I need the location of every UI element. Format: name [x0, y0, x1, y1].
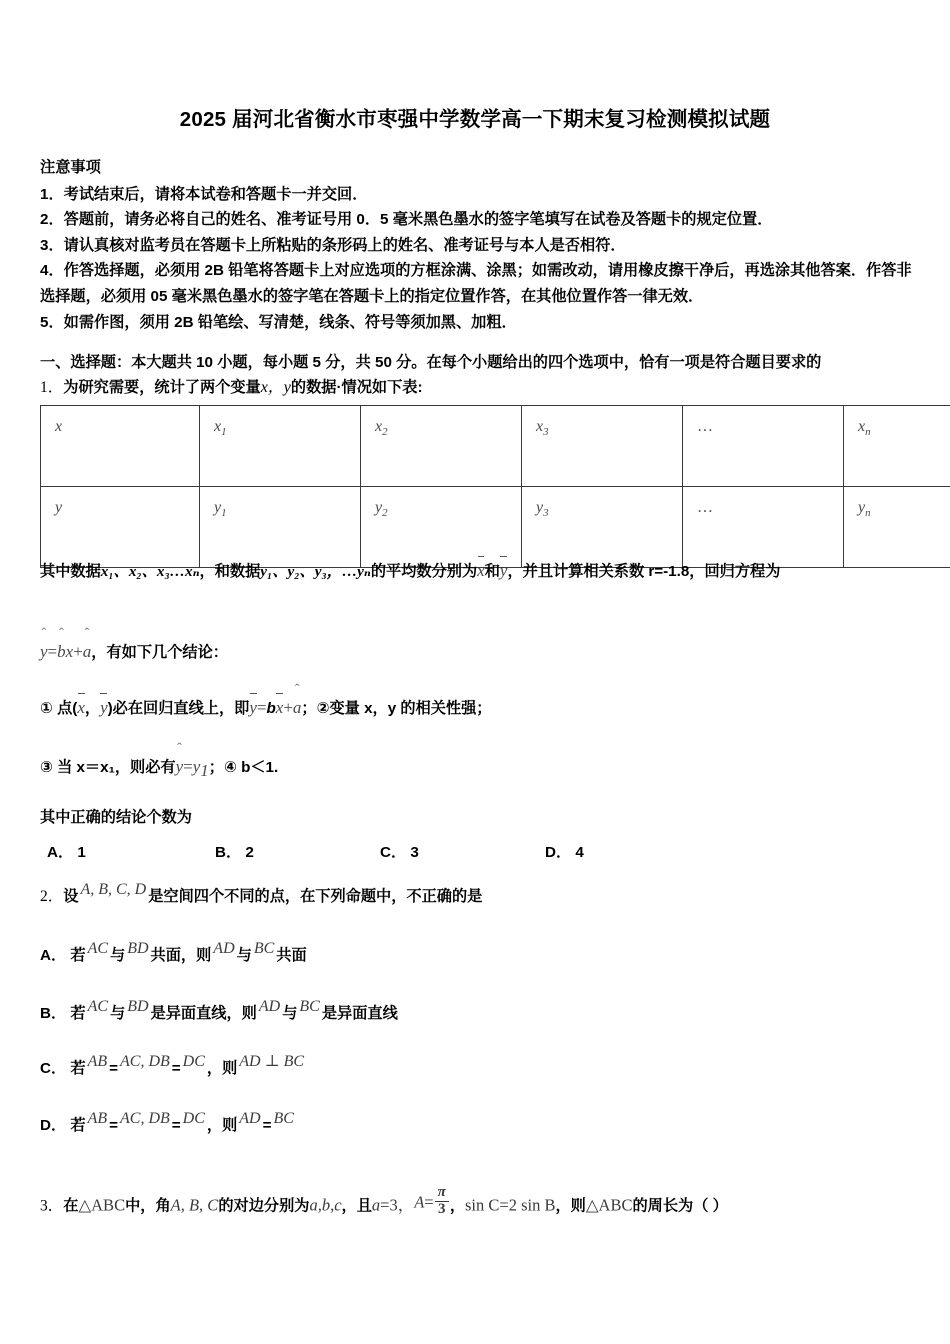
- q3-triangle-abc: △ABC: [78, 1195, 126, 1215]
- conclusion1-eq-x: x: [276, 695, 284, 720]
- question-1-conclusion-12: [40, 695, 930, 721]
- question-1-ask: 其中正确的结论个数为: [40, 809, 192, 826]
- conclusion1-mid: )必在回归直线上，即: [107, 700, 250, 717]
- question-1-stem-post: 的数据·情况如下表:: [290, 379, 423, 396]
- question-2-stem-pre: 设: [63, 888, 79, 905]
- option-b[interactable]: B． 2: [215, 844, 254, 861]
- q3-t10: ，: [449, 1197, 465, 1215]
- q3-a-var: a: [371, 1195, 381, 1215]
- regression-x: x: [65, 642, 74, 661]
- conclusion1-eq-b: b: [266, 700, 276, 717]
- table-cell-x3: $x_3$: [522, 406, 683, 487]
- conclusion3-y1: y: [192, 757, 201, 776]
- question-2-number: 2．: [40, 888, 64, 905]
- question-1-stem-pre: 为研究需要，统计了两个变量: [63, 379, 261, 396]
- table-cell-row-label-x: x: [41, 406, 200, 487]
- q3-frac-num: π: [437, 1184, 446, 1200]
- regression-y: ˆ y: [40, 640, 48, 664]
- q3-t3: 中，角: [125, 1197, 171, 1215]
- regression-plus: +: [73, 642, 83, 661]
- question-2-points: A, B, C, D: [80, 881, 147, 898]
- regression-trailing: ，有如下几个结论：: [91, 644, 228, 661]
- means-text-d: ，并且计算相关系数 r=-1.8，回归方程为: [507, 563, 781, 580]
- q3-t15: 的周长为（ ）: [632, 1197, 728, 1215]
- section-heading-choice: 一、选择题：本大题共 10 小题，每小题 5 分，共 50 分。在每个小题给出的四个选项中，恰有一项是符合题目要求的: [40, 354, 822, 371]
- q3-sides: a,b,c: [309, 1195, 342, 1215]
- question-1-number: 1．: [40, 379, 64, 396]
- notice-heading: 注意事项: [40, 159, 101, 176]
- q3-sinc-rhs: =2 sin B: [499, 1195, 556, 1215]
- table-cell-row-label-y: y: [41, 487, 200, 568]
- conclusion3-eq: =: [183, 757, 193, 776]
- question-1-conclusion-34: [40, 755, 930, 783]
- table-row: [41, 406, 950, 487]
- conclusion1-pre: ① 点(: [40, 700, 78, 717]
- q3-t13: ，则: [555, 1197, 586, 1215]
- question-2-option-d[interactable]: D． 若 AB = AC, DB = DC ，则 AD = BC: [40, 1110, 294, 1134]
- notice-item-5: 5．如需作图，须用 2B 铅笔绘、写清楚，线条、符号等须加黑、加粗．: [40, 313, 517, 331]
- table-cell-xn: $x_n$: [844, 406, 950, 487]
- means-data-x: x₁、x₂、x₃…xₙ: [100, 563, 200, 580]
- conclusion1-eq-y: y: [249, 695, 257, 720]
- q3-t5: 的对边分别为: [218, 1197, 310, 1215]
- q3-fraction: [435, 1185, 449, 1218]
- conclusion3-pre: ③ 当 x＝x₁，则必有: [40, 759, 176, 776]
- question-1-stem: [40, 376, 925, 400]
- conclusion1-eq-a: ˆ a: [293, 696, 302, 720]
- regression-equals: =: [47, 642, 58, 661]
- option-a[interactable]: A． 1: [47, 844, 86, 861]
- question-3-number: 3．: [40, 1197, 64, 1215]
- means-text-c: 的平均数分别为: [370, 563, 478, 580]
- mean-x-symbol: x: [477, 558, 485, 583]
- mean-y-symbol: y: [500, 558, 508, 583]
- notice-item-2: 2．答题前，请务必将自己的姓名、准考证号用 0．5 毫米黑色墨水的签字笔填写在试卷及答题卡的规定位置．: [40, 211, 773, 229]
- data-table: [40, 405, 950, 568]
- conclusion1-comma: ，: [84, 700, 101, 717]
- means-text-a: 其中数据: [40, 563, 101, 580]
- question-1-stem-vars: x，y: [260, 379, 291, 396]
- means-data-y: y₁、y₂、y₃，…yₙ: [260, 563, 371, 580]
- conclusion3-y: ˆ y: [176, 755, 184, 779]
- means-and: 和: [484, 563, 500, 580]
- q3-frac-eq: =: [424, 1192, 434, 1212]
- table-row: [41, 487, 950, 568]
- table-cell-x-ellipsis: …: [683, 406, 844, 487]
- q3-frac-den: 3: [435, 1201, 449, 1218]
- conclusion1-eq-sign: =: [256, 698, 267, 717]
- conclusion1-eq-plus: +: [283, 698, 293, 717]
- table-cell-y3: $y_3$: [522, 487, 683, 568]
- question-2-option-b[interactable]: B． 若 AC 与 BD 是异面直线，则 AD 与 BC 是异面直线: [40, 998, 398, 1022]
- question-2-option-a[interactable]: A． 若 AC 与 BD 共面，则 AD 与 BC 共面: [40, 940, 307, 964]
- conclusion4-text: ④ b＜1.: [223, 759, 279, 776]
- q3-sinc: sin C: [465, 1195, 500, 1215]
- question-1-means-line: [40, 558, 930, 584]
- regression-b: ˆ b: [57, 640, 66, 664]
- q3-a-value: =3，: [380, 1195, 415, 1215]
- regression-a: ˆ a: [83, 640, 92, 664]
- q3-t1: 在: [63, 1197, 79, 1215]
- question-2-stem: [40, 881, 930, 906]
- table-cell-y1: $y_1$: [200, 487, 361, 568]
- notice-item-3: 3．请认真核对监考员在答题卡上所粘贴的条形码上的姓名、准考证号与本人是否相符．: [40, 236, 626, 254]
- q3-t7: ，且: [341, 1197, 372, 1215]
- question-2-option-c[interactable]: C． 若 AB = AC, DB = DC ，则 AD ⊥ BC: [40, 1053, 305, 1077]
- question-1-regression-line: [40, 640, 930, 665]
- q3-frac-a: A: [414, 1192, 425, 1212]
- question-3-stem: [40, 1184, 935, 1223]
- table-cell-x1: $x_1$: [200, 406, 361, 487]
- means-text-b: ，和数据: [199, 563, 261, 580]
- notice-block: [40, 155, 920, 335]
- notice-item-4: 4．作答选择题，必须用 2B 铅笔将答题卡上对应选项的方框涂满、涂黑；如需改动，请用橡皮擦干净后，再选涂其他答案．作答非选择题，必须用 05 毫米黑色墨水的签字笔在答题卡上的指定位置作答，在其他位置作答一律无效．: [40, 262, 912, 305]
- conclusion1-mean-y: y: [100, 695, 108, 720]
- conclusion1-mean-x: x: [77, 695, 85, 720]
- conclusion3-sub: 1: [200, 761, 209, 781]
- question-2-stem-post: 是空间四个不同的点，在下列命题中，不正确的是: [148, 888, 483, 905]
- table-cell-y-ellipsis: …: [683, 487, 844, 568]
- notice-item-1: 1．考试结束后，请将本试卷和答题卡一并交回．: [40, 185, 368, 203]
- option-d[interactable]: D． 4: [545, 844, 584, 861]
- table-cell-y2: $y_2$: [361, 487, 522, 568]
- q3-triangle-abc-2: △ABC: [585, 1195, 633, 1215]
- q3-angles: A, B, C: [170, 1195, 219, 1215]
- conclusion3-end: ；: [208, 759, 224, 776]
- table-cell-x2: $x_2$: [361, 406, 522, 487]
- q3-angle-a-fraction: [414, 1184, 450, 1220]
- page-title: 2025 届河北省衡水市枣强中学数学高一下期末复习检测模拟试题: [179, 108, 771, 131]
- conclusion2-text: ②变量 x，y 的相关性强；: [316, 700, 492, 717]
- option-c[interactable]: C． 3: [380, 844, 419, 861]
- conclusion1-end: ；: [301, 700, 317, 717]
- table-cell-yn: $y_n$: [844, 487, 950, 568]
